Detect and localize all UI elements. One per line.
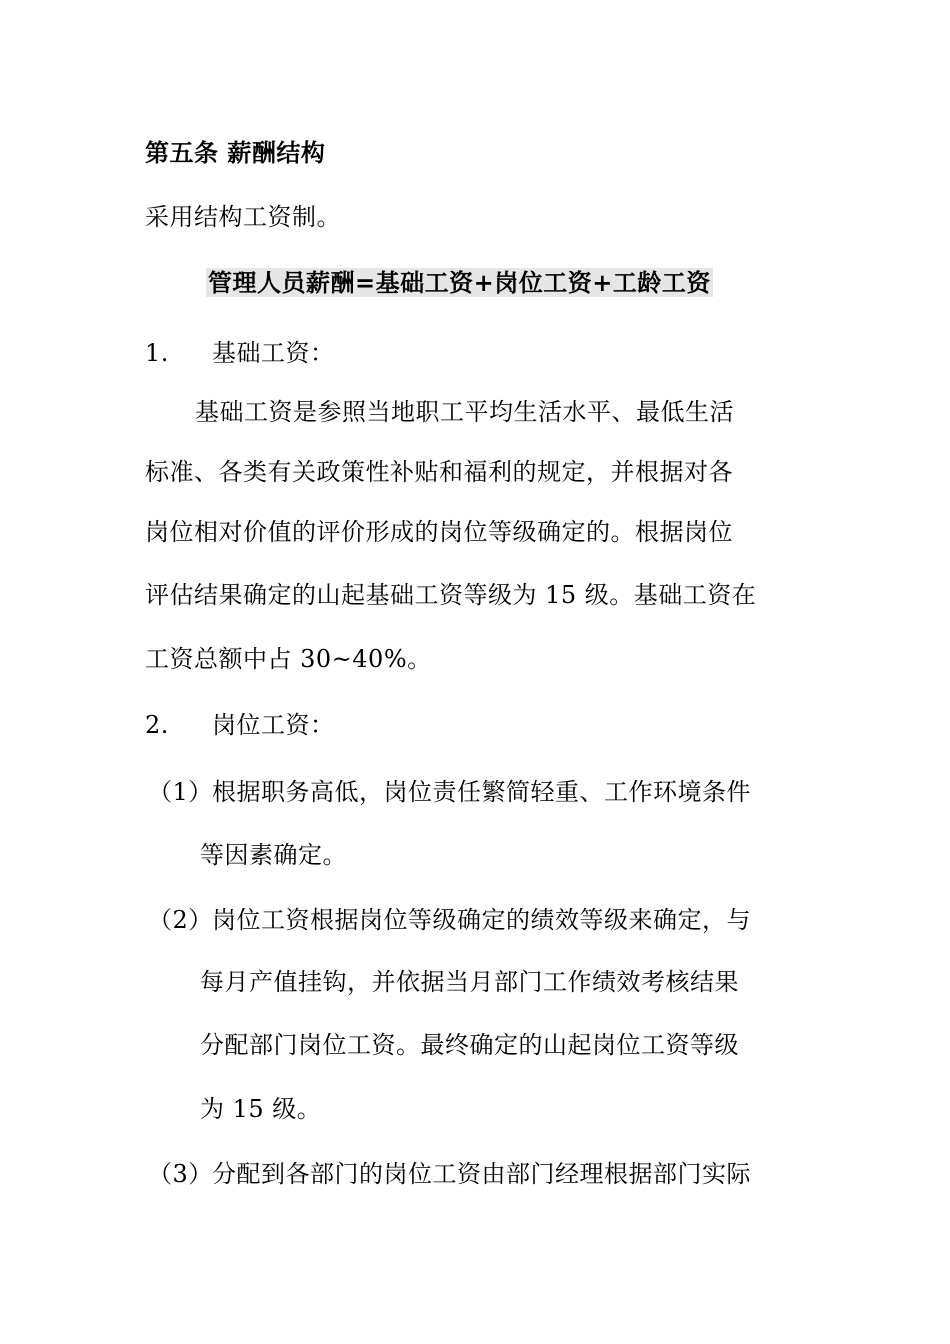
item-line: 根据职务高低，岗位责任繁简轻重、工作环境条件 <box>212 778 751 806</box>
section2-heading: 岗位工资： <box>212 711 335 739</box>
salary-formula-text: 管理人员薪酬=基础工资+岗位工资+工龄工资 <box>208 268 711 297</box>
item-marker: （3） <box>148 1160 213 1188</box>
salary-formula <box>206 268 713 298</box>
section1-number: 1. <box>145 339 169 367</box>
section1-line: 评估结果确定的山起基础工资等级为 15 级。基础工资在 <box>145 581 757 609</box>
section1-line: 工资总额中占 30~40%。 <box>145 645 432 673</box>
item-line: 分配部门岗位工资。最终确定的山起岗位工资等级 <box>200 1031 739 1059</box>
item-line: 为 15 级。 <box>200 1095 322 1123</box>
section2-number: 2. <box>145 711 169 739</box>
item-line: 每月产值挂钩，并依据当月部门工作绩效考核结果 <box>200 968 739 996</box>
intro-text: 采用结构工资制。 <box>145 203 341 231</box>
section1-line: 岗位相对价值的评价形成的岗位等级确定的。根据岗位 <box>145 518 733 546</box>
article-title: 第五条 薪酬结构 <box>145 138 326 167</box>
item-line: 岗位工资根据岗位等级确定的绩效等级来确定，与 <box>212 906 751 934</box>
section1-heading: 基础工资： <box>212 339 335 367</box>
section1-line: 基础工资是参照当地职工平均生活水平、最低生活 <box>195 398 734 426</box>
item-marker: （1） <box>148 778 213 806</box>
section1-line: 标准、各类有关政策性补贴和福利的规定，并根据对各 <box>145 458 733 486</box>
item-line: 等因素确定。 <box>200 841 347 869</box>
item-marker: （2） <box>148 906 213 934</box>
item-line: 分配到各部门的岗位工资由部门经理根据部门实际 <box>212 1160 751 1188</box>
